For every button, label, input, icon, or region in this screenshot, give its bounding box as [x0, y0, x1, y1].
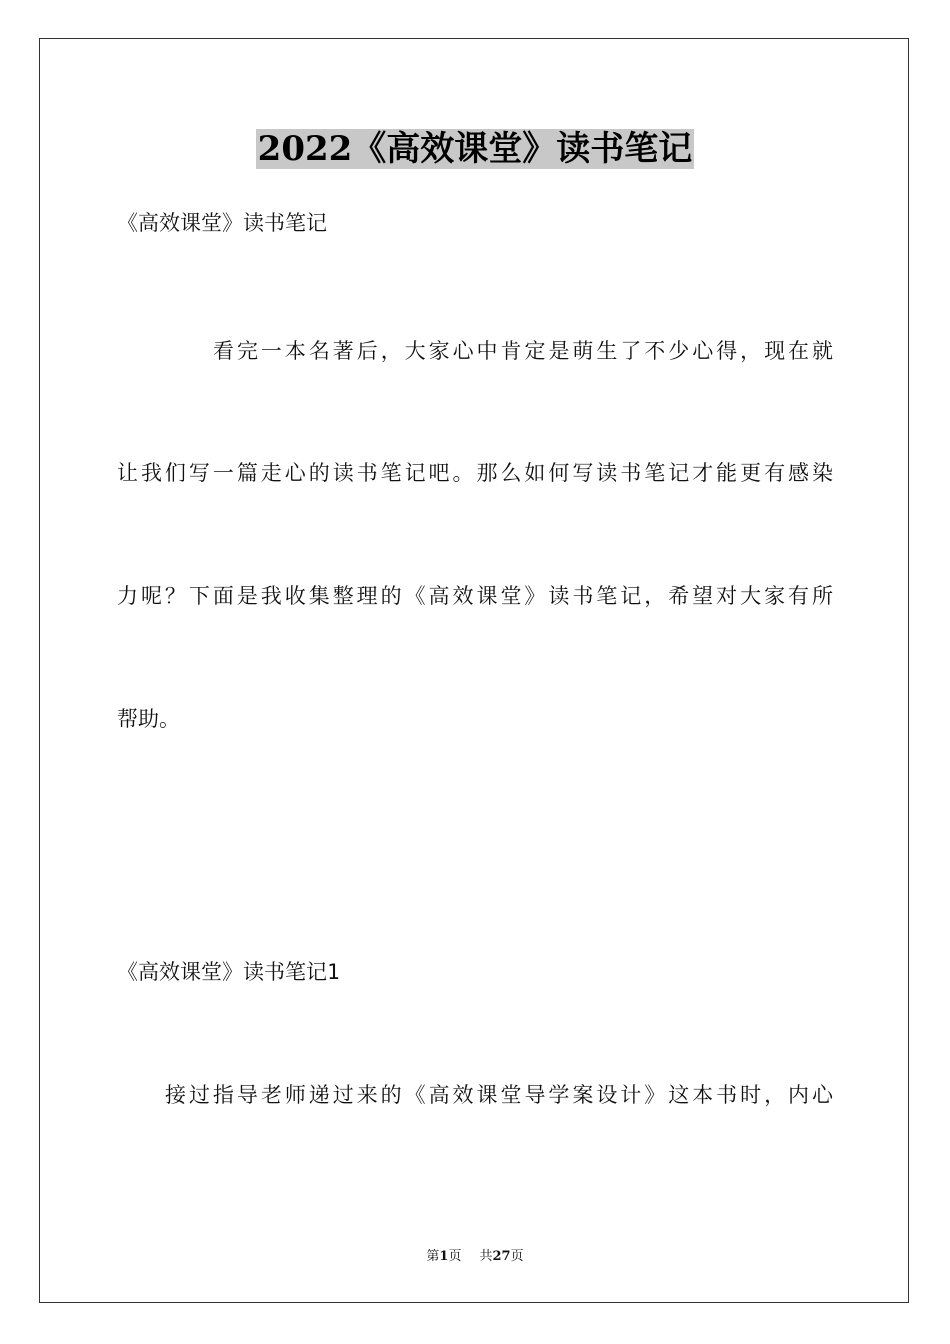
footer-page-suffix: 页 [448, 1249, 462, 1264]
footer-total-prefix: 共 [479, 1249, 493, 1264]
footer-page-current: 1 [439, 1249, 449, 1264]
footer-page-prefix: 第 [426, 1249, 440, 1264]
intro-line-1: 看完一本名著后，大家心中肯定是萌生了不少心得，现在就 [213, 339, 833, 363]
footer-total-suffix: 页 [510, 1249, 524, 1264]
page-footer [0, 1245, 950, 1264]
intro-line-4: 帮助。 [117, 707, 180, 731]
intro-line-2: 让我们写一篇走心的读书笔记吧。那么如何写读书笔记才能更有感染 [117, 461, 833, 485]
document-title-text: 2022《高效课堂》读书笔记 [257, 129, 693, 169]
document-title [0, 122, 950, 176]
document-subtitle: 《高效课堂》读书笔记 [117, 211, 327, 235]
section-heading: 《高效课堂》读书笔记1 [117, 960, 340, 984]
section-line-1: 接过指导老师递过来的《高效课堂导学案设计》这本书时，内心 [165, 1083, 833, 1107]
footer-page-total: 27 [492, 1249, 511, 1264]
intro-line-3: 力呢？下面是我收集整理的《高效课堂》读书笔记，希望对大家有所 [117, 584, 833, 608]
